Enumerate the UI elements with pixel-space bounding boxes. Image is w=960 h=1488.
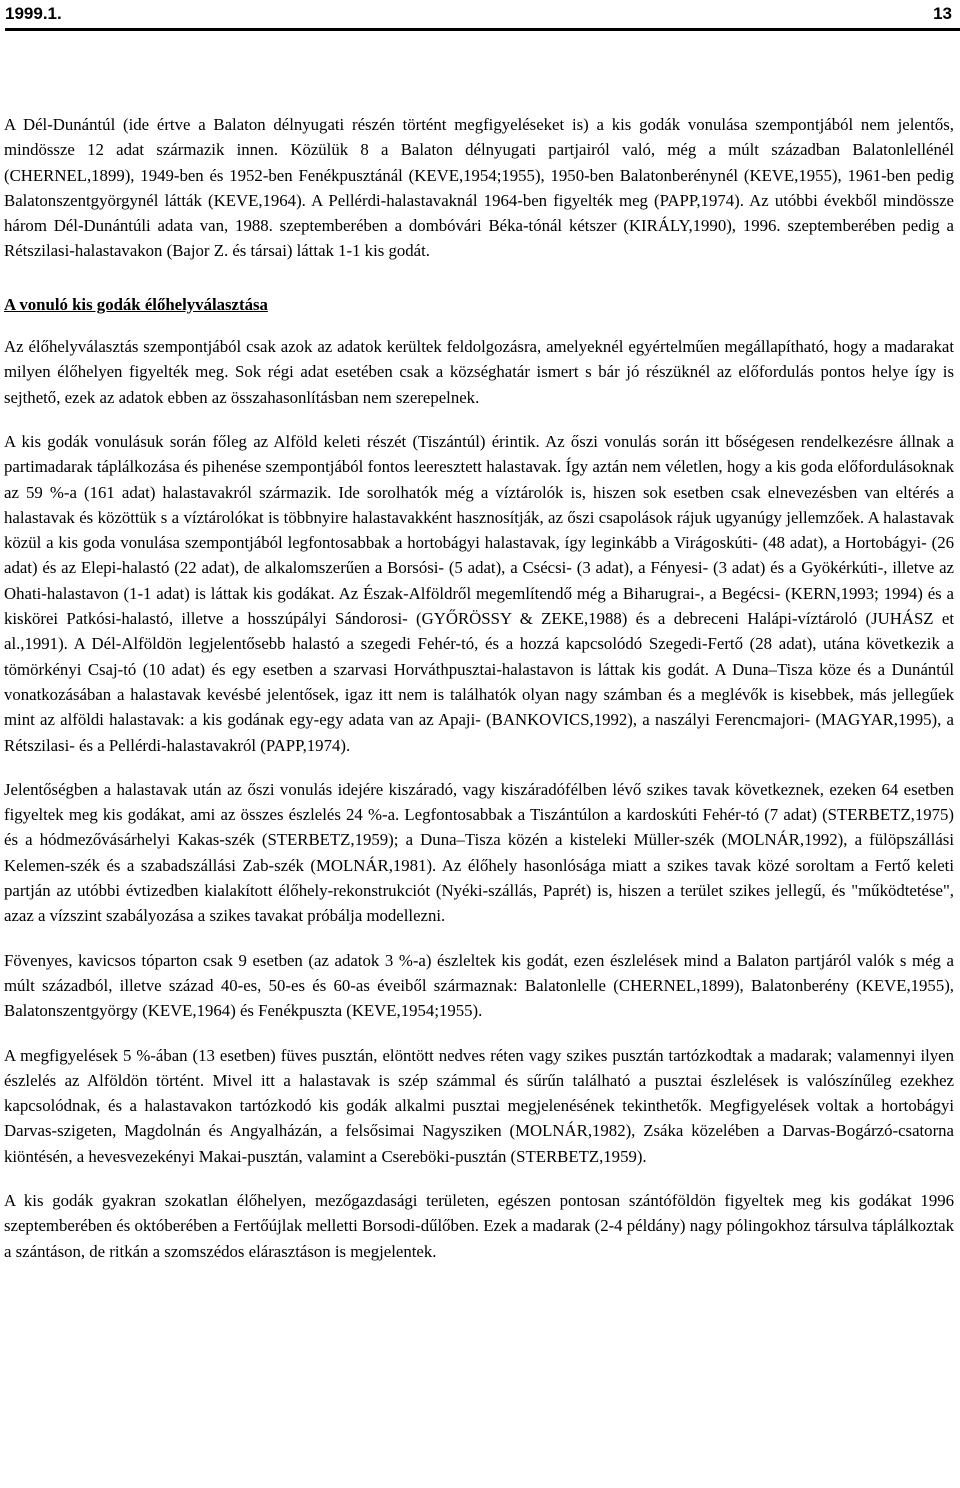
paragraph-2: Az élőhelyválasztás szempontjából csak azok az adatok kerültek feldolgozásra, amelyeknél egyértelműen megállapítható, hogy a madarakat milyen élőhelyen figyelték meg. Sok régi adat esetében csak a községhatár ismert s bár jó részüknél az előfordulás pontos helye így is sejthető, ezek az adatok ebben az összahasonlításban nem szerepelnek. [4, 337, 954, 407]
article-body [4, 112, 954, 1283]
section-heading: A vonuló kis godák élőhelyválasztása [4, 294, 268, 314]
issue-number: 1999.1. [5, 4, 62, 23]
header-rule [5, 28, 960, 31]
paragraph-5: Fövenyes, kavicsos tóparton csak 9 esetben (az adatok 3 %-a) észleltek kis godát, ezen észlelések mind a Balaton partjáról valók s még a múlt századból, illetve század 40-es, 50-es és 60-as éveiből származnak: Balatonlelle (CHERNEL,1899), Balatonberény (KEVE,1955), Balatonszentgyörgy (KEVE,1964) és Fenékpuszta (KEVE,1954;1955). [4, 950, 954, 1021]
paragraph-4: Jelentőségben a halastavak után az őszi vonulás idejére kiszáradó, vagy kiszáradófélben lévő szikes tavak következnek, ezeken 64 esetben figyeltek meg kis godákat, ami az összes észlelés 24 %-a. Legfontosabbak a Tiszántúlon a kardoskúti Fehér-tó (7 adat) (STERBETZ,1975) és a hódmezővásárhelyi Kakas-szék (STERBETZ,1959); a Duna–Tisza közén a kisteleki Müller-szék (MOLNÁR,1992), a fülöpszállási Kelemen-szék és a szabadszállási Zab-szék (MOLNÁR,1981). Az élőhely hasonlósága miatt a szikes tavak közé soroltam a Fertő keleti partján az utóbbi évtizedben kialakított élőhely-rekonstrukciót (Nyéki-szállás, Paprét) is, hiszen a terület szikes jellegű, és "működtetése", azaz a vízszint szabályozása a szikes tavakat próbálja modellezni. [4, 779, 954, 926]
paragraph-6: A megfigyelések 5 %-ában (13 esetben) füves pusztán, elöntött nedves réten vagy szikes pusztán tartózkodtak a madarak; valamennyi ilyen észlelés az Alföldön történt. Mivel itt a halastavak is szép számmal és sűrűn található a pusztai észlelések is valószínűleg ezekhez kapcsolódnak, és a halastavakon tartózkodó kis godák alkalmi pusztai megjelenésének tekinthetők. Megfigyelések voltak a hortobágyi Darvas-szigeten, Magdolnán és Angyalházán, a felsősimai Nagysziken (MOLNÁR,1982), Zsáka közelében a Darvas-Bogárzó-csatorna kiöntésén, a hevesvezekényi Makai-pusztán, valamint a Csereböki-pusztán (STERBETZ,1959). [4, 1045, 954, 1166]
paragraph-3: A kis godák vonulásuk során főleg az Alföld keleti részét (Tiszántúl) érintik. Az őszi vonulás során itt bőségesen rendelkezésre állnak a partimadarak táplálkozása és pihenése szempontjából fontos leeresztett halastavak. Így aztán nem véletlen, hogy a kis goda előfordulásoknak az 59 %-a (161 adat) halastavakról származik. Ide sorolhatók még a víztárolók is, hiszen sok esetben csak elnevezésben van eltérés a halastavak és közöttük s a víztárolókat is többnyire halastavakként hasznosítják, az őszi csapolások rájuk ugyanúgy jellemzőek. A halastavak közül a kis goda vonulása szempontjából legfontosabbak a hortobágyi halastavak, így leginkább a Virágoskúti- (48 adat), a Hortobágyi- (26 adat) és az Elepi-halastó (22 adat), de alkalomszerűen a Borsósi- (5 adat), a Csécsi- (3 adat), a Fényesi- (3 adat) és a Gyökérkúti-, illetve az Ohati-halastavon (1-1 adat) is láttak kis godákat. Az Észak-Alföldről megemlítendő még a Biharugrai-, a Begécsi- (KERN,1993; 1994) és a kiskörei Patkósi-halastó, illetve a hosszúpályi Sándorosi- (GYŐRÖSSY & ZEKE,1988) és a debreceni Halápi-víztároló (JUHÁSZ et al.,1991). A Dél-Alföldön legjelentősebb halastó a szegedi Fehér-tó, és a hozzá kapcsolódó Szegedi-Fertő (28 adat), utána következik a tömörkényi Csaj-tó (10 adat) és egy esetben a szarvasi Horváthpusztai-halastavon is láttak kis godát. A Duna–Tisza köze és a Dunántúl vonatkozásában a halastavak kevésbé jelentősek, igaz itt nem is találhatók olyan nagy számban és a meglévők is kisebbek, más jellegűek mint az alföldi halastavak: a kis godának egy-egy adata van az Apaji- (BANKOVICS,1992), a naszályi Ferencmajori- (MAGYAR,1995), a Rétszilasi- és a Pellérdi-halastavakról (PAPP,1974). [4, 431, 954, 755]
paragraph-1: A Dél-Dunántúl (ide értve a Balaton délnyugati részén történt megfigyeléseket is) a kis godák vonulása szempontjából nem jelentős, mindössze 12 adat származik innen. Közülük 8 a Balaton délnyugati partjairól való, még a múlt században Balatonlellénél (CHERNEL,1899), 1949-ben és 1952-ben Fenékpusztánál (KEVE,1954;1955), 1950-ben Balatonberénynél (KEVE,1955), 1961-ben pedig Balatonszentgyörgynél látták (KEVE,1964). A Pellérdi-halastavaknál 1964-ben figyelték meg (PAPP,1974). Az utóbbi évekből mindössze három Dél-Dunántúli adata van, 1988. szeptemberében a dombóvári Béka-tónál kétszer (KIRÁLY,1990), 1996. szeptemberében pedig a Rétszilasi-halastavakon (Bajor Z. és társai) láttak 1-1 kis godát. [4, 115, 954, 261]
paragraph-7: A kis godák gyakran szokatlan élőhelyen, mezőgazdasági területen, egészen pontosan szántóföldön figyeltek meg kis godákat 1996 szeptemberében és októberében a Fertőújlak melletti Borsodi-dűlőben. Ezek a madarak (2-4 példány) nagy pólingokhoz társulva táplálkoztak a szántáson, de ritkán a szomszédos elárasztáson is megjelentek. [4, 1190, 954, 1261]
page-number: 13 [933, 4, 952, 23]
